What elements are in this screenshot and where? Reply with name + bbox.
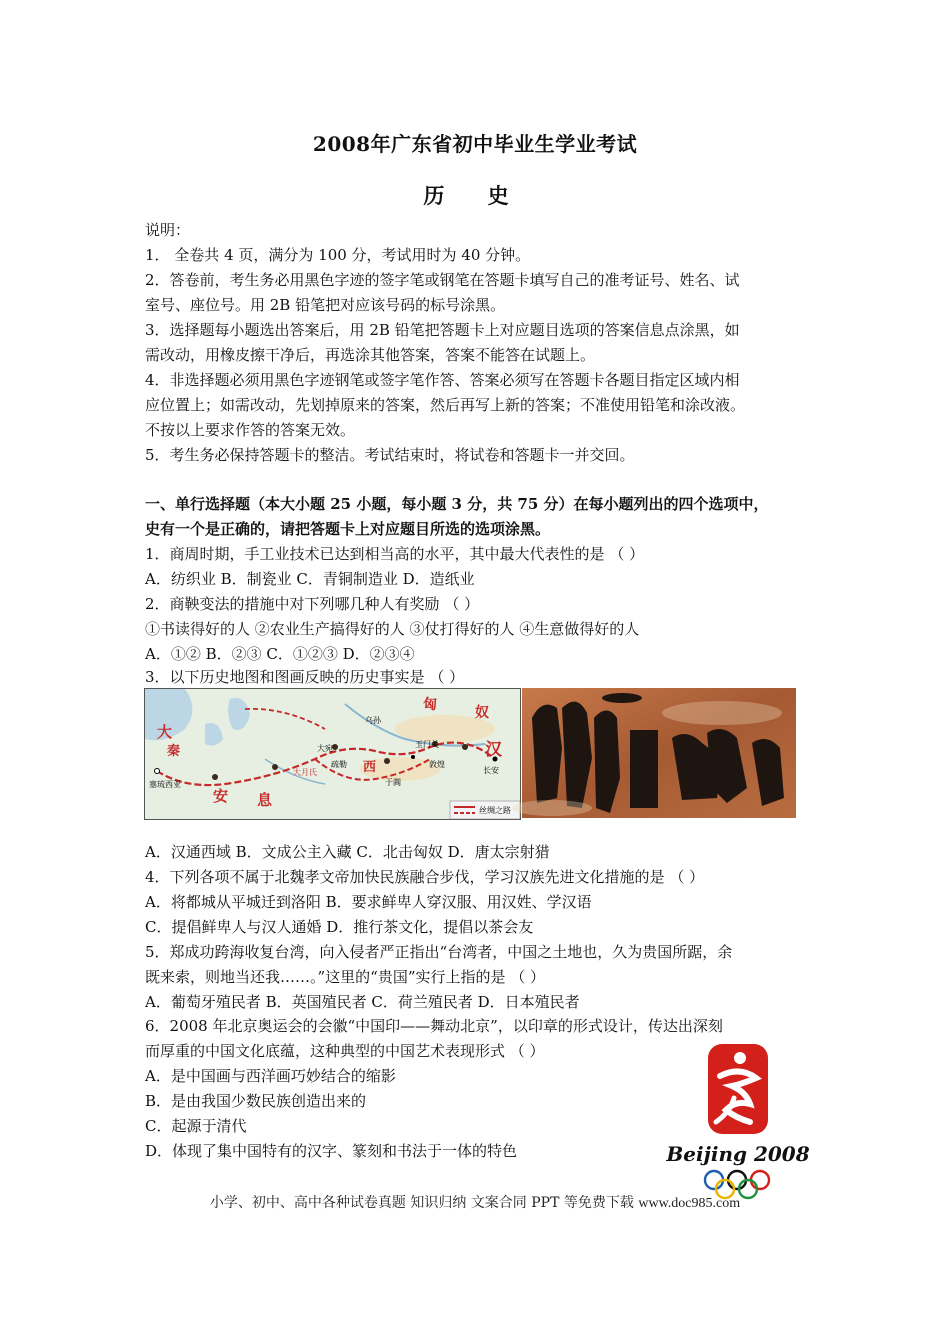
map-legend-label: 丝绸之路 xyxy=(479,806,511,815)
map-label-changan: 长安 xyxy=(483,766,499,775)
question-2-options: A．①② B．②③ C．①②③ D．②③④ xyxy=(145,645,415,663)
mural-painting-image xyxy=(522,688,796,818)
question-2-items: ①书读得好的人 ②农业生产搞得好的人 ③仗打得好的人 ④生意做得好的人 xyxy=(145,620,640,638)
question-3-options: A．汉通西域 B．文成公主入藏 C．北击匈奴 D．唐太宗射猎 xyxy=(145,843,550,861)
question-2: 2．商鞅变法的措施中对下列哪几种人有奖励 （ ） xyxy=(145,595,480,613)
footer-url[interactable]: www.doc985.com xyxy=(638,1196,741,1211)
instruction-line: 2．答卷前，考生务必用黑色字迹的签字笔或钢笔在答题卡填写自己的准考证号、姓名、试 xyxy=(145,271,740,289)
map-label-qin: 秦 xyxy=(167,744,181,759)
map-label-xiong: 匈 xyxy=(423,697,437,713)
question-1-options: A．纺织业 B．制瓷业 C．青铜制造业 D．造纸业 xyxy=(145,570,475,588)
question-5-options: A．葡萄牙殖民者 B．英国殖民者 C．荷兰殖民者 D．日本殖民者 xyxy=(145,993,580,1011)
footer-text: 小学、初中、高中各种试卷真题 知识归纳 文案合同 PPT 等免费下载 xyxy=(209,1195,634,1211)
map-label-an: 安 xyxy=(213,787,229,805)
question-6-option-b: B．是由我国少数民族创造出来的 xyxy=(145,1092,367,1110)
beijing-2008-olympic-logo xyxy=(666,1040,810,1205)
map-label-dayuan: 大宛 xyxy=(317,744,333,753)
question-6-line1: 6．2008 年北京奥运会的会徽“中国印——舞动北京”，以印章的形式设计，传达出深刻 xyxy=(145,1017,723,1035)
instruction-line: 室号、座位号。用 2B 铅笔把对应该号码的标号涂黑。 xyxy=(145,296,506,314)
map-label-nu: 奴 xyxy=(475,705,489,721)
question-5-line2: 既来索，则地当还我……。”这里的“贵国”实行上指的是 （ ） xyxy=(145,968,546,986)
instruction-line: 3．选择题每小题选出答案后，用 2B 铅笔把答题卡上对应题目选项的答案信息点涂黑，如 xyxy=(145,321,740,339)
question-4: 4．下列各项不属于北魏孝文帝加快民族融合步伐，学习汉族先进文化措施的是 （ ） xyxy=(145,868,705,886)
map-label-han: 汉 xyxy=(485,740,502,760)
question-6-line2: 而厚重的中国文化底蕴，这种典型的中国艺术表现形式 （ ） xyxy=(145,1042,545,1060)
map-label-da: 大 xyxy=(157,723,173,741)
page-title: 2008年广东省初中毕业生学业考试 xyxy=(312,132,638,156)
map-label-city-west: 塞琉西亚 xyxy=(149,780,181,789)
instruction-line: 1． 全卷共 4 页，满分为 100 分，考试用时为 40 分钟。 xyxy=(145,246,531,264)
question-4-options-cd: C．提倡鲜卑人与汉人通婚 D．推行茶文化，提倡以茶会友 xyxy=(145,918,534,936)
question-3: 3．以下历史地图和图画反映的历史事实是 （ ） xyxy=(145,668,465,686)
instruction-line: 不按以上要求作答的答案无效。 xyxy=(145,421,356,439)
instructions-heading: 说明： xyxy=(145,221,191,239)
page-footer xyxy=(0,1192,950,1212)
map-svg xyxy=(145,689,520,819)
logo-text: Beijing 2008 xyxy=(666,1142,810,1166)
map-label-shule: 疏勒 xyxy=(331,760,347,769)
page-subtitle: 历 史 xyxy=(423,183,527,208)
question-4-options-ab: A．将都城从平城迁到洛阳 B．要求鲜卑人穿汉服、用汉姓、学汉语 xyxy=(145,893,592,911)
instruction-line: 需改动，用橡皮擦干净后，再选涂其他答案，答案不能答在试题上。 xyxy=(145,346,596,364)
question-6-option-d: D．体现了集中国特有的汉字、篆刻和书法于一体的特色 xyxy=(145,1142,518,1160)
map-label-dayuezhi: 大月氏 xyxy=(293,768,317,777)
map-label-dunhuang: 敦煌 xyxy=(429,760,445,769)
question-5-line1: 5．郑成功跨海收复台湾，向入侵者严正指出“台湾者，中国之土地也，久为贵国所踞，余 xyxy=(145,943,733,961)
question-6-option-a: A．是中国画与西洋画巧妙结合的缩影 xyxy=(145,1067,396,1085)
map-label-wusun: 乌孙 xyxy=(365,716,381,725)
map-label-yumenguan: 玉门关 xyxy=(415,740,439,749)
map-label-xi-region: 西 xyxy=(363,760,377,775)
section-heading: 史有一个是正确的，请把答题卡上对应题目所选的选项涂黑。 xyxy=(145,520,551,538)
silk-road-map xyxy=(144,688,521,820)
instruction-line: 4．非选择题必须用黑色字迹钢笔或签字笔作答、答案必须写在答题卡各题目指定区域内相 xyxy=(145,371,740,389)
instruction-line: 5．考生务必保持答题卡的整洁。考试结束时，将试卷和答题卡一并交回。 xyxy=(145,446,635,464)
map-legend xyxy=(450,801,520,819)
instruction-line: 应位置上；如需改动，先划掉原来的答案，然后再写上新的答案；不准使用铅笔和涂改液。 xyxy=(145,396,746,414)
question-6-option-c: C．起源于清代 xyxy=(145,1117,247,1135)
question-1: 1．商周时期，手工业技术已达到相当高的水平，其中最大代表性的是 （ ） xyxy=(145,545,645,563)
map-label-yutian: 于阗 xyxy=(385,778,401,787)
map-label-xi: 息 xyxy=(257,791,273,809)
section-heading: 一、单行选择题（本大小题 25 小题，每小题 3 分，共 75 分）在每小题列出的四个选项中， xyxy=(145,495,769,513)
